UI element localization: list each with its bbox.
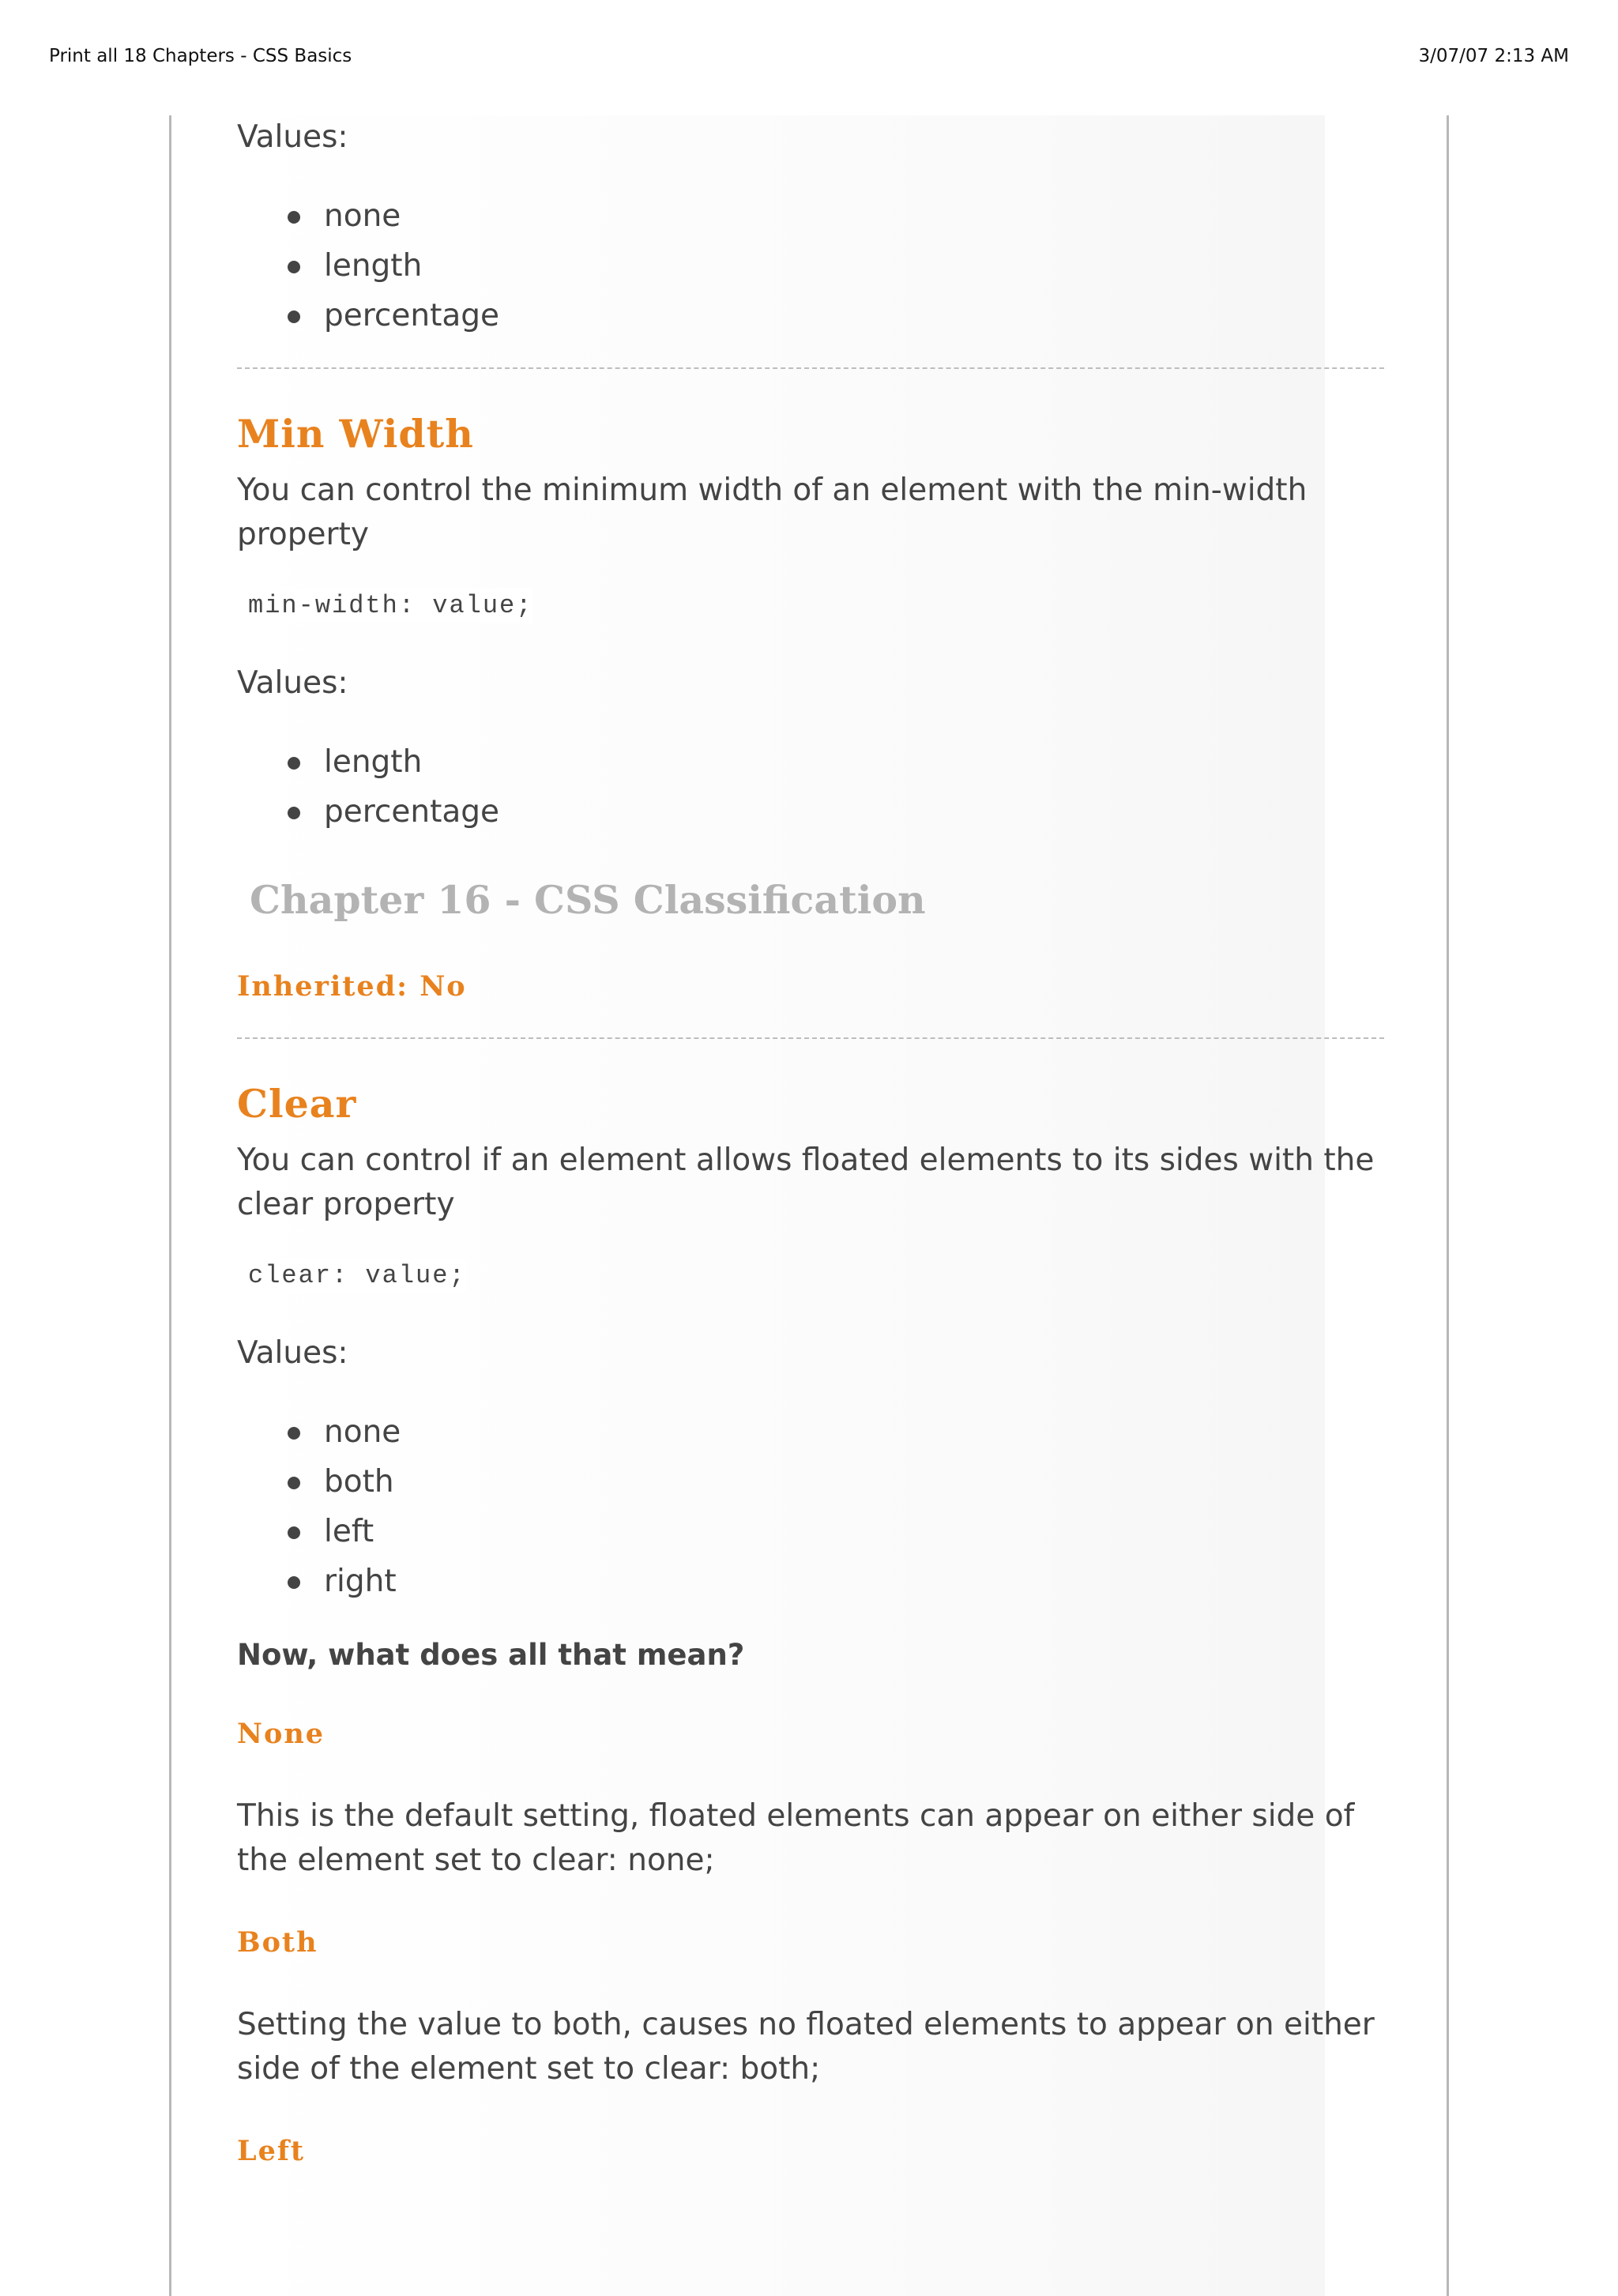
chapter-heading: Chapter 16 - CSS Classification — [250, 877, 926, 923]
print-timestamp: 3/07/07 2:13 AM — [1418, 46, 1569, 66]
content — [237, 115, 1384, 2170]
clear-description: You can control if an element allows floated elements to its sides with the clear property — [237, 1142, 1375, 1222]
both-description: Setting the value to both, causes no floated elements to appear on either side of the element set to clear: both; — [237, 2007, 1375, 2087]
subheading-left: Left — [237, 2135, 306, 2167]
min-width-code: min-width: value; — [237, 589, 532, 623]
section-title-min-width: Min Width — [237, 411, 474, 457]
values-label: Values: — [237, 119, 348, 155]
inherited-label: Inherited: No — [237, 970, 467, 1003]
min-width-description: You can control the minimum width of an element with the min-width property — [237, 472, 1308, 552]
subheading-none: None — [237, 1718, 325, 1750]
section-divider — [237, 1037, 1384, 1039]
values-label: Values: — [237, 665, 348, 701]
list-item: none — [286, 191, 1384, 241]
list-item: left — [286, 1507, 1384, 1556]
list-item: length — [286, 241, 1384, 291]
list-item: percentage — [286, 787, 1384, 837]
section-divider — [237, 367, 1384, 369]
list-item: length — [286, 737, 1384, 787]
print-title: Print all 18 Chapters - CSS Basics — [49, 46, 352, 66]
values-list — [286, 1407, 1384, 1606]
list-item: both — [286, 1457, 1384, 1507]
print-header — [49, 46, 1569, 74]
list-item: none — [286, 1407, 1384, 1457]
explanation-question: Now, what does all that mean? — [237, 1638, 745, 1672]
list-item: right — [286, 1556, 1384, 1606]
clear-code: clear: value; — [237, 1259, 466, 1293]
section-title-clear: Clear — [237, 1081, 357, 1127]
none-description: This is the default setting, floated elements can appear on either side of the element set to clear: none; — [237, 1798, 1355, 1878]
subheading-both: Both — [237, 1926, 318, 1959]
values-label: Values: — [237, 1335, 348, 1371]
values-list — [286, 737, 1384, 837]
list-item: percentage — [286, 291, 1384, 341]
values-list — [286, 191, 1384, 341]
